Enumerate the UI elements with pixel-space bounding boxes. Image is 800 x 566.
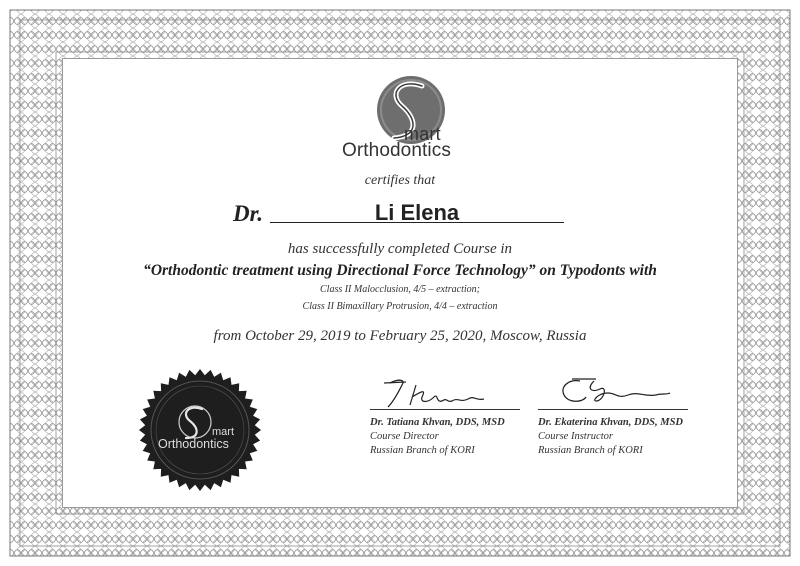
signatory-1-name: Dr. Tatiana Khvan, DDS, MSD xyxy=(370,417,505,428)
signatory-2-name: Dr. Ekaterina Khvan, DDS, MSD xyxy=(538,417,683,428)
signatory-2-org: Russian Branch of KORI xyxy=(538,445,643,456)
dr-label: Dr. xyxy=(233,201,264,226)
signatory-1-org: Russian Branch of KORI xyxy=(370,445,475,456)
seal-smart-text: mart xyxy=(212,426,234,438)
signatory-1 xyxy=(370,416,505,458)
seal-orthodontics-text: Orthodontics xyxy=(158,437,229,451)
completed-text: has successfully completed Course in xyxy=(287,241,513,257)
signatory-2 xyxy=(538,416,683,458)
signatory-2-role: Course Instructor xyxy=(538,431,613,442)
course-detail-2: Class II Bimaxillary Protrusion, 4/4 – extraction xyxy=(302,301,498,312)
course-dates: from October 29, 2019 to February 25, 2020, Moscow, Russia xyxy=(213,328,587,344)
signature-1 xyxy=(372,373,522,413)
signature-line-1 xyxy=(370,409,520,410)
signatory-1-role: Course Director xyxy=(370,431,439,442)
logo-smart-text: mart xyxy=(404,124,441,144)
signature-line-2 xyxy=(538,409,688,410)
certifies-text: certifies that xyxy=(364,173,436,188)
course-detail-1: Class II Malocclusion, 4/5 – extraction; xyxy=(320,284,480,295)
recipient-name: Li Elena xyxy=(374,200,460,225)
logo-orthodontics-text: Orthodontics xyxy=(342,140,451,161)
course-title: “Orthodontic treatment using Directional Force Technology” on Typodonts with xyxy=(143,262,657,279)
seal-icon xyxy=(138,368,262,492)
signature-2 xyxy=(552,373,702,413)
